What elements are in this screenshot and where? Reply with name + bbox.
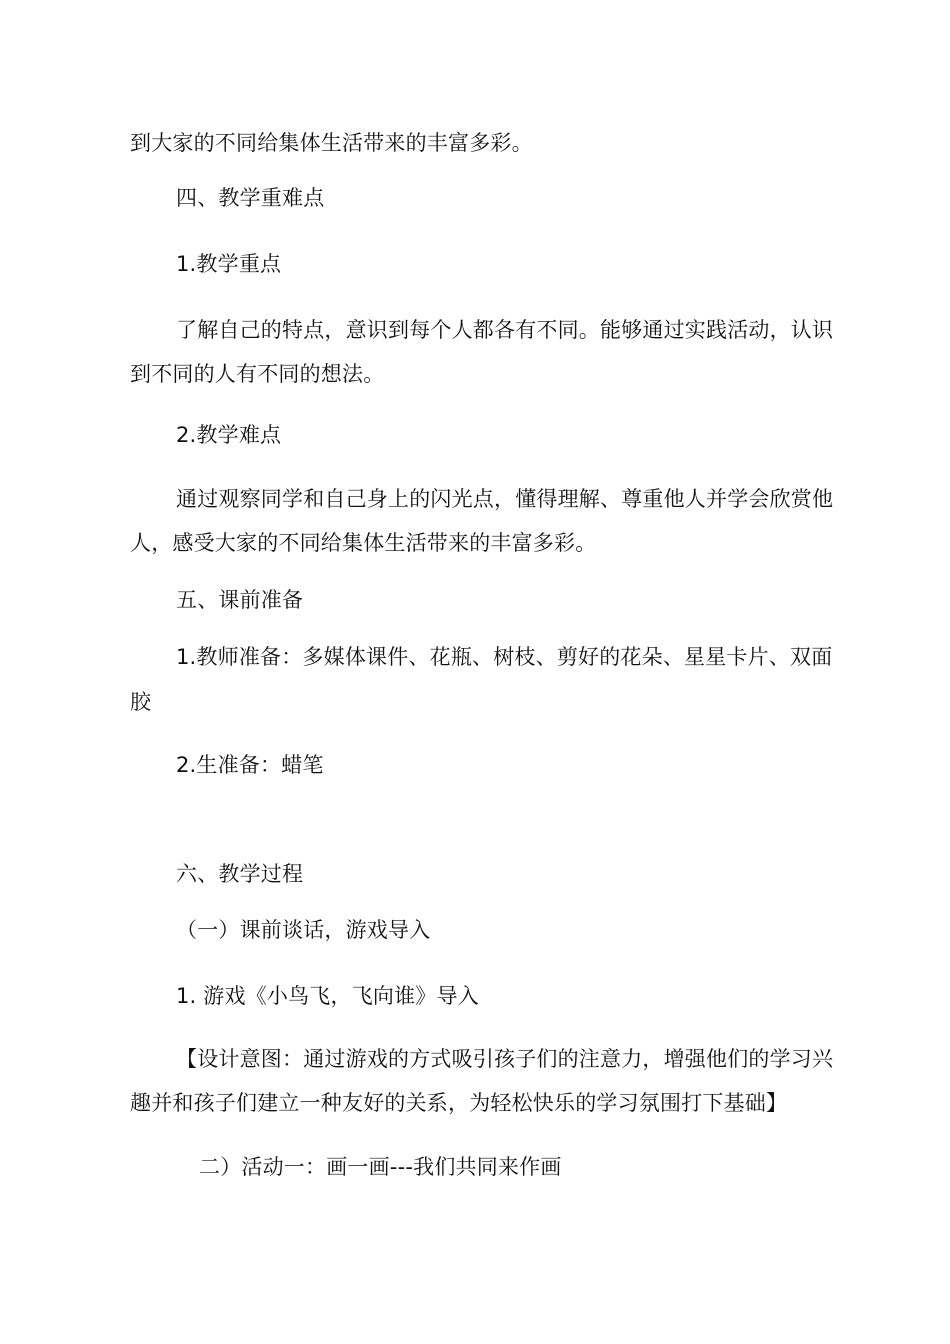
- text-line: 1.教师准备：多媒体课件、花瓶、树枝、剪好的花朵、星星卡片、双面: [176, 645, 833, 669]
- subsection-heading: 1.教学重点: [176, 252, 282, 276]
- section-heading: 四、教学重难点: [176, 186, 325, 210]
- subsection-heading: 2.教学难点: [176, 423, 282, 447]
- text-line: 【设计意图：通过游戏的方式吸引孩子们的注意力，增强他们的学习兴: [176, 1047, 834, 1071]
- text-line: 2.生准备：蜡笔: [176, 753, 324, 777]
- section-heading: 五、课前准备: [176, 588, 304, 612]
- text-line: 趣并和孩子们建立一种友好的关系，为轻松快乐的学习氛围打下基础】: [130, 1091, 788, 1115]
- text-line: 了解自己的特点，意识到每个人都各有不同。能够通过实践活动，认识: [176, 318, 834, 342]
- text-line: 胶: [130, 690, 152, 714]
- text-line: 到不同的人有不同的想法。: [130, 362, 385, 386]
- subsection-heading: （一）课前谈话，游戏导入: [176, 918, 431, 942]
- text-line: 到大家的不同给集体生活带来的丰富多彩。: [130, 131, 533, 155]
- text-line: 通过观察同学和自己身上的闪光点，懂得理解、尊重他人并学会欣赏他: [176, 487, 834, 511]
- section-heading: 六、教学过程: [176, 862, 304, 886]
- text-line: 1. 游戏《小鸟飞，飞向谁》导入: [176, 984, 479, 1008]
- text-line: 人，感受大家的不同给集体生活带来的丰富多彩。: [130, 531, 597, 555]
- subsection-heading: 二）活动一：画一画---我们共同来作画: [199, 1155, 562, 1179]
